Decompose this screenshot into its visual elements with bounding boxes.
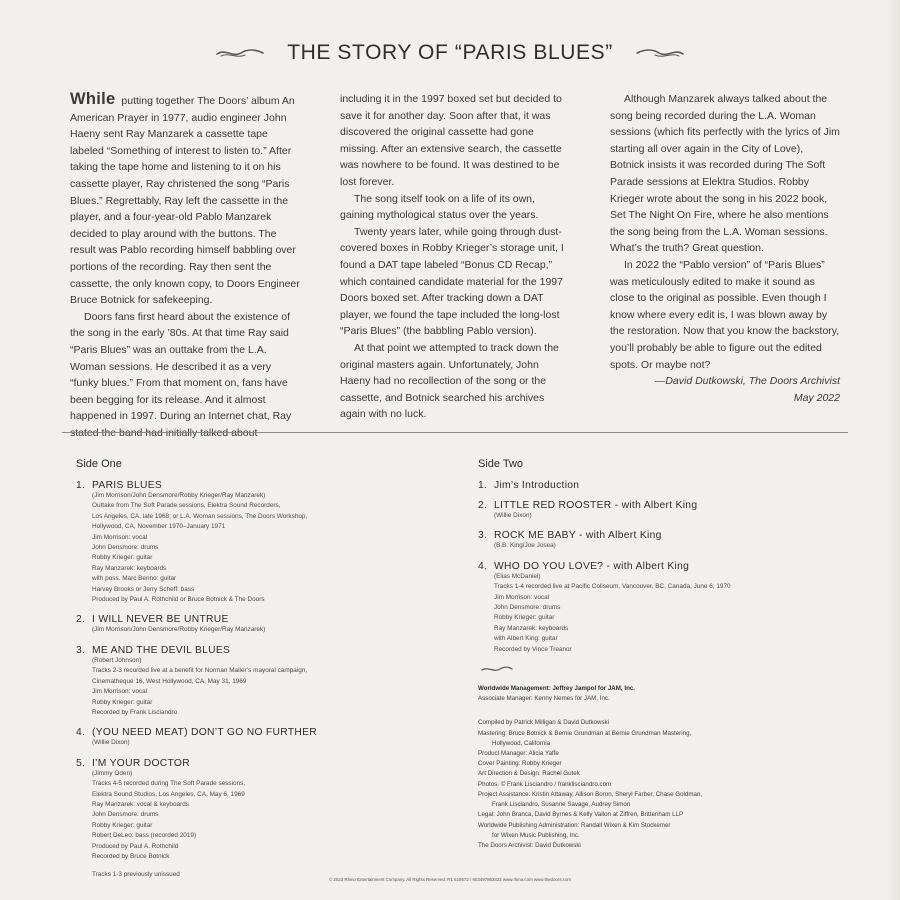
track-note-line: Tracks 4-5 recorded during The Soft Parade sessions, — [92, 780, 246, 788]
track-number: 2. — [478, 500, 488, 511]
track-notes — [92, 656, 456, 718]
track-note-line: (Willie Dixon) — [92, 739, 130, 747]
signature-date: May 2022 — [793, 391, 840, 404]
story-paragraph — [70, 91, 300, 309]
track-note-line: Ray Manzarek: keyboards — [494, 624, 569, 632]
track-note-line: (Elias McDaniel) — [494, 572, 541, 580]
signature: —David Dutkowski, The Doors Archivist — [654, 375, 840, 388]
section-divider — [62, 432, 848, 433]
track-notes — [92, 491, 456, 605]
track-notes — [494, 511, 848, 521]
track-item — [76, 758, 456, 863]
credit-line: Worldwide Publishing Administration: Randall Wixen & Kim Stockemer — [478, 821, 671, 829]
story-paragraph: The song itself took on a life of its own, gaining mythological status over the years. — [340, 192, 539, 222]
right-swash-ornament — [635, 46, 685, 60]
track-note-line: John Densmore: drums — [92, 544, 159, 552]
track-note-line: (Jimmy Oden) — [92, 769, 133, 777]
track-title: (YOU NEED MEAT) DON’T GO NO FURTHER — [92, 727, 318, 739]
track-notes — [92, 625, 456, 635]
track-note-line: Robby Krieger: guitar — [92, 554, 153, 562]
track-heading — [478, 480, 848, 491]
track-item — [76, 614, 456, 635]
left-swash-ornament — [215, 46, 265, 60]
credit-line: Frank Lisciandro, Susanne Savage, Audrey Simon — [492, 801, 631, 809]
track-item — [76, 645, 456, 718]
story-paragraph: Twenty years later, while going through dust-covered boxes in Robby Krieger’s storage unit, I found a DAT tape labeled “Bonus CD Recap,” which contained candidate material for the 1997 Doors boxed set. After tracking down a DAT player, we found the tape included the long-lost “Paris Blues” (the babbling Pablo version). — [340, 225, 564, 338]
track-note-line: Hollywood, CA, November 1970–January 1971 — [92, 523, 226, 531]
track-number: 4. — [76, 727, 86, 739]
track-item — [76, 727, 456, 748]
track-note-line: Tracks 1-4 recorded live at Pacific Coliseum, Vancouver, BC, Canada, June 6, 1970 — [494, 583, 731, 591]
story-paragraph: Doors fans first heard about the existence of the song in the early ’80s. At that time Ray said “Paris Blues” was an outtake from the L.A. Woman sessions. He described it as a very “funky blues.” From that moment on, fans have been begging for its release. And it almost happened in 1997. During an Internet chat, Ray stated the band had initially talked about — [70, 310, 292, 439]
track-heading — [76, 758, 456, 769]
credit-line: Mastering: Bruce Botnick & Bernie Grundman at Bernie Grundman Mastering, — [478, 729, 692, 737]
credit-line: Cover Painting: Robby Krieger — [478, 760, 562, 768]
side-one — [76, 458, 456, 878]
story-column-2 — [340, 91, 570, 441]
track-note-line: Produced by Paul A. Rothchild or Bruce Botnick & The Doors — [92, 596, 265, 604]
story-paragraph: including it in the 1997 boxed set but decided to save it for another day. Soon after that, it was discovered the original cassette had gone missing. After an extensive search, the cassette was nowhere to be found. It was destined to be lost forever. — [340, 93, 562, 188]
title-row — [0, 38, 900, 68]
tracklist — [62, 458, 848, 879]
track-title: I WILL NEVER BE UNTRUE — [92, 614, 229, 626]
credit-line: Art Direction & Design: Rachel Gutek — [478, 770, 580, 778]
side-two-tracks — [478, 480, 848, 655]
story-paragraph: Although Manzarek always talked about the song being recorded during the L.A. Woman sessions (which fits perfectly with the lyrics of Jim starting all over again in the City of Love), Botnick insists it was recorded during The Soft Parade sessions at Elektra Studios. Robby Krieger wrote about the song in his 2022 book, Set The Night On Fire, where he also mentions the song being from the L.A. Woman sessions. What’s the truth? Great question. — [610, 93, 840, 255]
credit-line: Legal: John Branca, David Byrnes & Kelly Vallon at Ziffren, Brittenham LLP — [478, 811, 684, 819]
track-note-line: Recorded by Bruce Botnick — [92, 852, 170, 860]
side-two — [478, 458, 848, 851]
track-number: 1. — [76, 480, 86, 491]
track-heading — [478, 561, 848, 572]
track-note-line: Ray Manzarek: vocal & keyboards — [92, 800, 189, 808]
credit-line: for Wixen Music Publishing, Inc. — [492, 831, 580, 839]
track-title: LITTLE RED ROOSTER - with Albert King — [494, 500, 698, 511]
track-note-line: Jim Morrison: vocal — [92, 688, 148, 696]
credit-line: Compiled by Patrick Milligan & David Dutkowski — [478, 719, 610, 727]
track-note-line: Produced by Paul A. Rothchild — [92, 842, 179, 850]
credit-line: The Doors Archivist: David Dutkowski — [478, 841, 581, 849]
track-note-line: with poss. Marc Benno: guitar — [92, 575, 177, 583]
track-heading — [76, 480, 456, 491]
track-number: 3. — [76, 644, 86, 656]
track-note-line: Jim Morrison: vocal — [92, 533, 148, 541]
production-credits — [478, 718, 848, 851]
track-note-line: Jim Morrison: vocal — [494, 593, 550, 601]
track-note-line: Cinematheque 16, West Hollywood, CA, May 31, 1969 — [92, 677, 247, 685]
track-number: 4. — [478, 560, 488, 572]
credit-line: Hollywood, California — [492, 739, 551, 747]
track-note-line: Robby Krieger: guitar — [92, 821, 153, 829]
track-note-line: John Densmore: drums — [92, 811, 159, 819]
track-title: PARIS BLUES — [92, 480, 163, 491]
track-item — [478, 480, 848, 491]
track-note-line: Recorded by Vince Treanor — [494, 645, 572, 653]
track-notes — [92, 738, 456, 748]
track-heading — [76, 727, 456, 738]
track-notes — [494, 541, 848, 551]
track-title: I’M YOUR DOCTOR — [92, 757, 190, 769]
track-note-line: (Jim Morrison/John Densmore/Robby Krieger/Ray Manzarek) — [92, 492, 266, 499]
track-number: 5. — [76, 757, 86, 769]
track-note-line: Los Angeles, CA, late 1968; or L.A. Woman sessions, The Doors Workshop, — [92, 512, 308, 520]
track-item — [76, 480, 456, 605]
track-note-line: (B.B. King/Joe Josea) — [494, 542, 556, 550]
story-column-3 — [610, 91, 840, 441]
track-note-line: Ray Manzarek: keyboards — [92, 564, 167, 572]
story-paragraph: In 2022 the “Pablo version” of “Paris Blues” was meticulously edited to make it sound as close to the original as possible. Even though I know where every edit is, I was blown away by the restoration. Now that you know the backstory, you’ll probably be able to figure out the edited spots. Or maybe not? — [610, 258, 840, 371]
track-note-line: with Albert King: guitar — [494, 635, 558, 643]
track-heading — [76, 645, 456, 656]
credit-line: Project Assistance: Kristin Attaway, Allison Boron, Sheryl Farber, Chase Goldman, — [478, 790, 703, 798]
track-title: ROCK ME BABY - with Albert King — [494, 530, 662, 542]
track-title: ME AND THE DEVIL BLUES — [92, 644, 231, 656]
track-note-line: John Densmore: drums — [494, 604, 561, 612]
page-title: THE STORY OF “PARIS BLUES” — [287, 41, 613, 64]
side-one-heading: Side One — [76, 458, 122, 470]
track-item — [478, 500, 848, 521]
track-note-line: Recorded by Frank Lisciandro — [92, 708, 178, 716]
track-note-line: Harvey Brooks or Jerry Scheff: bass — [92, 585, 195, 593]
track-note-line: (Willie Dixon) — [494, 512, 532, 519]
track-note-line: Robby Krieger: guitar — [92, 698, 153, 706]
track-note-line: Elektra Sound Studios, Los Angeles, CA, May 6, 1969 — [92, 790, 245, 798]
story-columns — [70, 91, 840, 441]
track-title: WHO DO YOU LOVE? - with Albert King — [494, 560, 690, 572]
track-notes — [92, 769, 456, 863]
story-paragraph: At that point we attempted to track down the original masters again. Unfortunately, John Haeny had no recollection of the song or the cassette, and Botnick searched his archives again with no luck. — [340, 341, 559, 421]
track-note-line: Outtake from The Soft Parade sessions, Elektra Sound Recorders, — [92, 502, 281, 510]
record-sleeve-edge — [886, 0, 900, 900]
track-number: 1. — [478, 480, 488, 491]
track-note-line: Tracks 2-3 recorded live at a benefit for Norman Mailer’s mayoral campaign, — [92, 667, 308, 675]
story-column-1 — [70, 91, 300, 441]
track-note-line: (Jim Morrison/John Densmore/Robby Krieger/Ray Manzarek) — [92, 626, 266, 634]
track-notes — [494, 572, 848, 655]
track-note-line: Robby Krieger: guitar — [494, 614, 555, 622]
track-number: 3. — [478, 530, 488, 542]
track-item — [478, 561, 848, 655]
side-two-heading: Side Two — [478, 458, 524, 470]
track-title: Jim’s Introduction — [494, 480, 580, 491]
track-note-line: Robert DeLeo: bass (recorded 2019) — [92, 832, 197, 840]
management-line: Associate Manager: Kenny Nemes for JAM, Inc. — [478, 695, 610, 703]
management-line: Worldwide Management: Jeffrey Jampol for JAM, Inc. — [478, 685, 636, 693]
story-dropcap: While — [70, 90, 116, 108]
management-credits — [478, 684, 848, 704]
side-one-tracks — [76, 480, 456, 862]
previously-unissued-note: Tracks 1-3 previously unissued — [92, 871, 180, 879]
track-item — [478, 530, 848, 551]
story-text: putting together The Doors’ album An American Prayer in 1977, audio engineer John Haeny sent Ray Manzarek a cassette tape labeled “Something of interest to listen to.” After taking the tape home and listening to it on his cassette player, Ray christened the song “Paris Blues.” Regrettably, Ray left the cassette in the player, and a four-year-old Pablo Manzarek decided to play around with the buttons. The result was Pablo recording himself babbling over portions of the recording. Ray then sent the cassette, the only known copy, to Doors Engineer Bruce Botnick for safekeeping. — [70, 95, 300, 307]
copyright-line: © 2023 Rhino Entertainment Company. All Rights Reserved. R1 619572 / 603497862822 www.rhino.com www.thedoors.com — [328, 877, 572, 882]
credit-line: Photos: © Frank Lisciandro / franklisciandro.com — [478, 780, 612, 788]
track-heading — [76, 614, 456, 625]
track-number: 2. — [76, 614, 86, 626]
track-note-line: (Robert Johnson) — [92, 656, 142, 664]
track-heading — [478, 530, 848, 541]
small-swash-ornament — [480, 664, 514, 674]
credit-line: Product Manager: Alicia Yaffe — [478, 750, 559, 758]
track-heading — [478, 500, 848, 511]
